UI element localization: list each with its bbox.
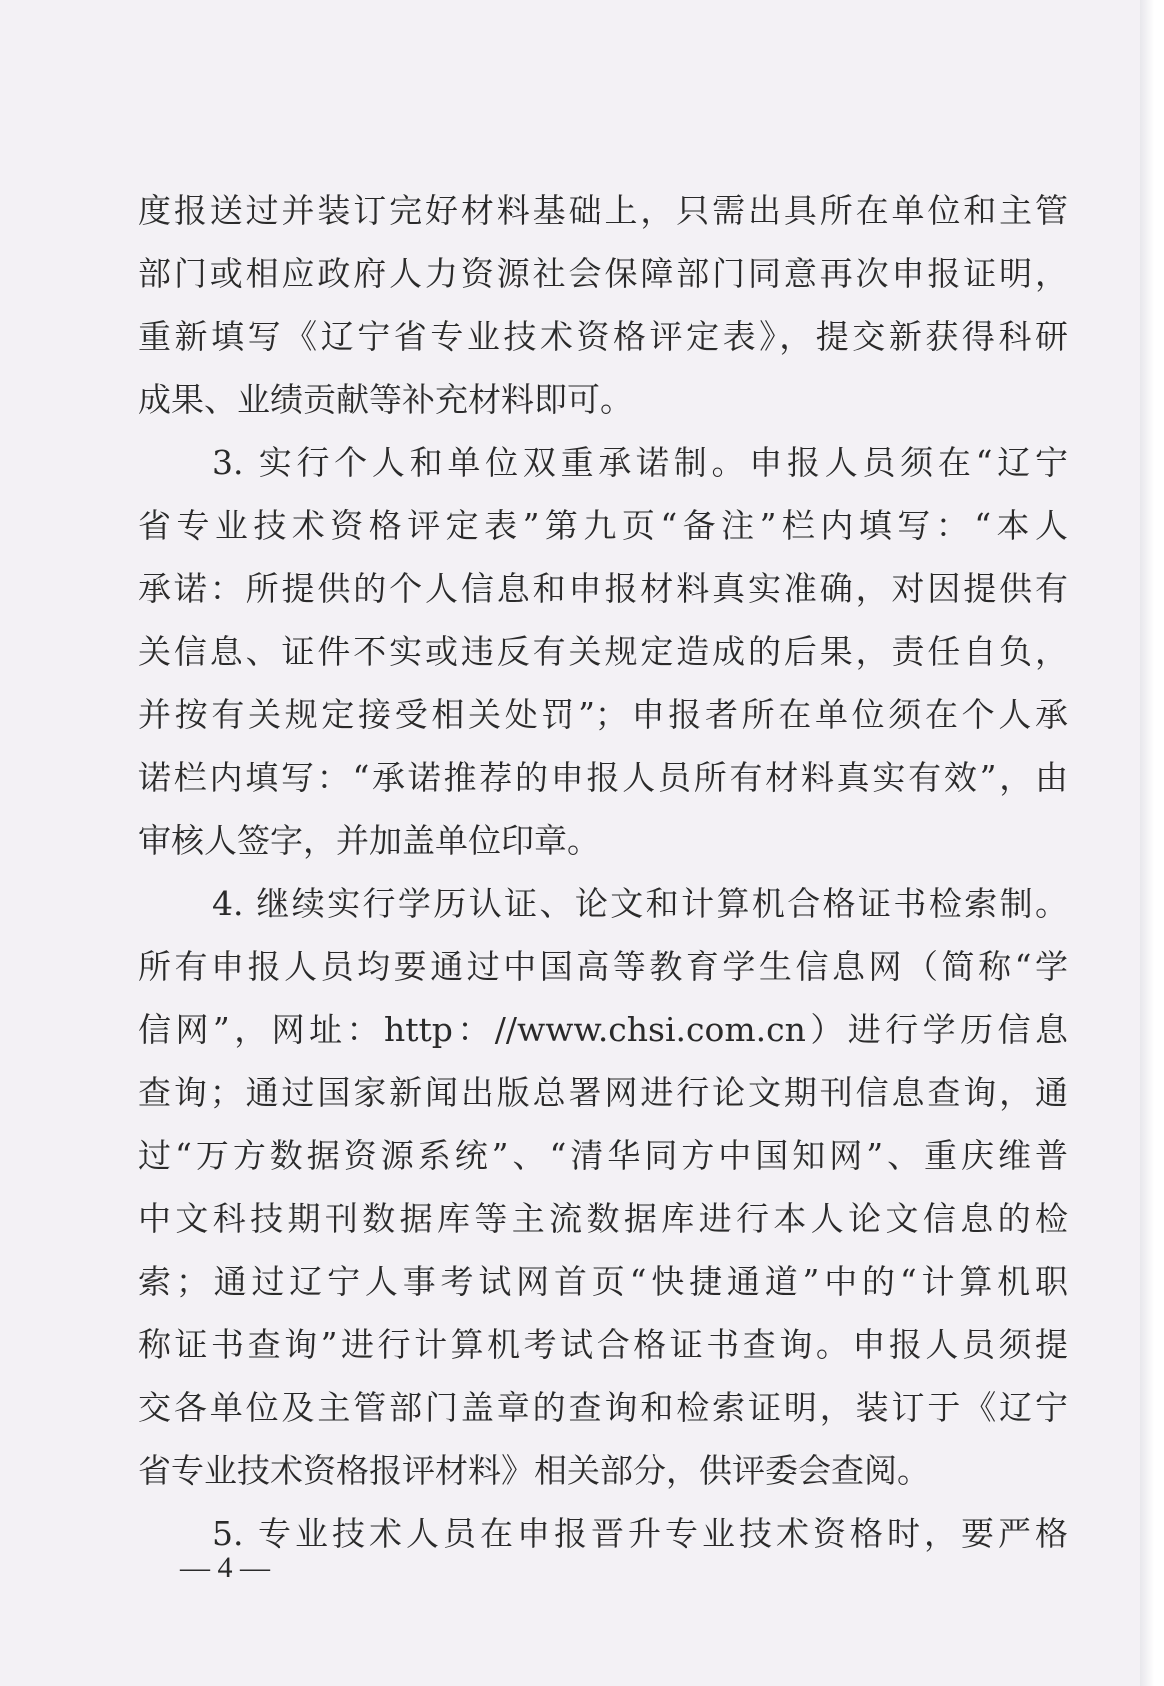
page-edge: [1140, 0, 1164, 1686]
paragraph-line: 3. 实行个人和单位双重承诺制。申报人员须在“辽宁: [212, 443, 1068, 482]
paragraph-line: 5. 专业技术人员在申报晋升专业技术资格时，要严格: [212, 1514, 1068, 1553]
paragraph-line: 索；通过辽宁人事考试网首页“快捷通道”中的“计算机职: [138, 1262, 1068, 1301]
paragraph-line: 承诺：所提供的个人信息和申报材料真实准确，对因提供有: [138, 569, 1068, 608]
paragraph-line: 部门或相应政府人力资源社会保障部门同意再次申报证明，: [138, 254, 1068, 293]
paragraph-line: 省专业技术资格评定表”第九页“备注”栏内填写：“本人: [138, 506, 1068, 545]
paragraph-line: 关信息、证件不实或违反有关规定造成的后果，责任自负，: [138, 632, 1068, 671]
paragraph-line: 4. 继续实行学历认证、论文和计算机合格证书检索制。: [212, 884, 1068, 923]
page-number: — 4 —: [180, 1551, 270, 1584]
paragraph-line: 过“万方数据资源系统”、“清华同方中国知网”、重庆维普: [138, 1136, 1068, 1175]
paragraph-line: 成果、业绩贡献等补充材料即可。: [138, 380, 633, 419]
paragraph-line: 度报送过并装订完好材料基础上，只需出具所在单位和主管: [138, 191, 1068, 230]
paragraph-line: 查询；通过国家新闻出版总署网进行论文期刊信息查询，通: [138, 1073, 1068, 1112]
paragraph-line: 重新填写《辽宁省专业技术资格评定表》，提交新获得科研: [138, 317, 1068, 356]
paragraph-line: 中文科技期刊数据库等主流数据库进行本人论文信息的检: [138, 1199, 1068, 1238]
paragraph-line: 称证书查询”进行计算机考试合格证书查询。申报人员须提: [138, 1325, 1068, 1364]
paragraph-line: 审核人签字，并加盖单位印章。: [138, 821, 600, 860]
paragraph-line: 省专业技术资格报评材料》相关部分，供评委会查阅。: [138, 1451, 930, 1490]
paragraph-line: 所有申报人员均要通过中国高等教育学生信息网（简称“学: [138, 947, 1068, 986]
paragraph-line: 诺栏内填写：“承诺推荐的申报人员所有材料真实有效”，由: [138, 758, 1068, 797]
paragraph-line: 交各单位及主管部门盖章的查询和检索证明，装订于《辽宁: [138, 1388, 1068, 1427]
paragraph-line: 并按有关规定接受相关处罚”；申报者所在单位须在个人承: [138, 695, 1068, 734]
paragraph-line: 信网”，网址：http：//www.chsi.com.cn）进行学历信息: [138, 1010, 1068, 1049]
